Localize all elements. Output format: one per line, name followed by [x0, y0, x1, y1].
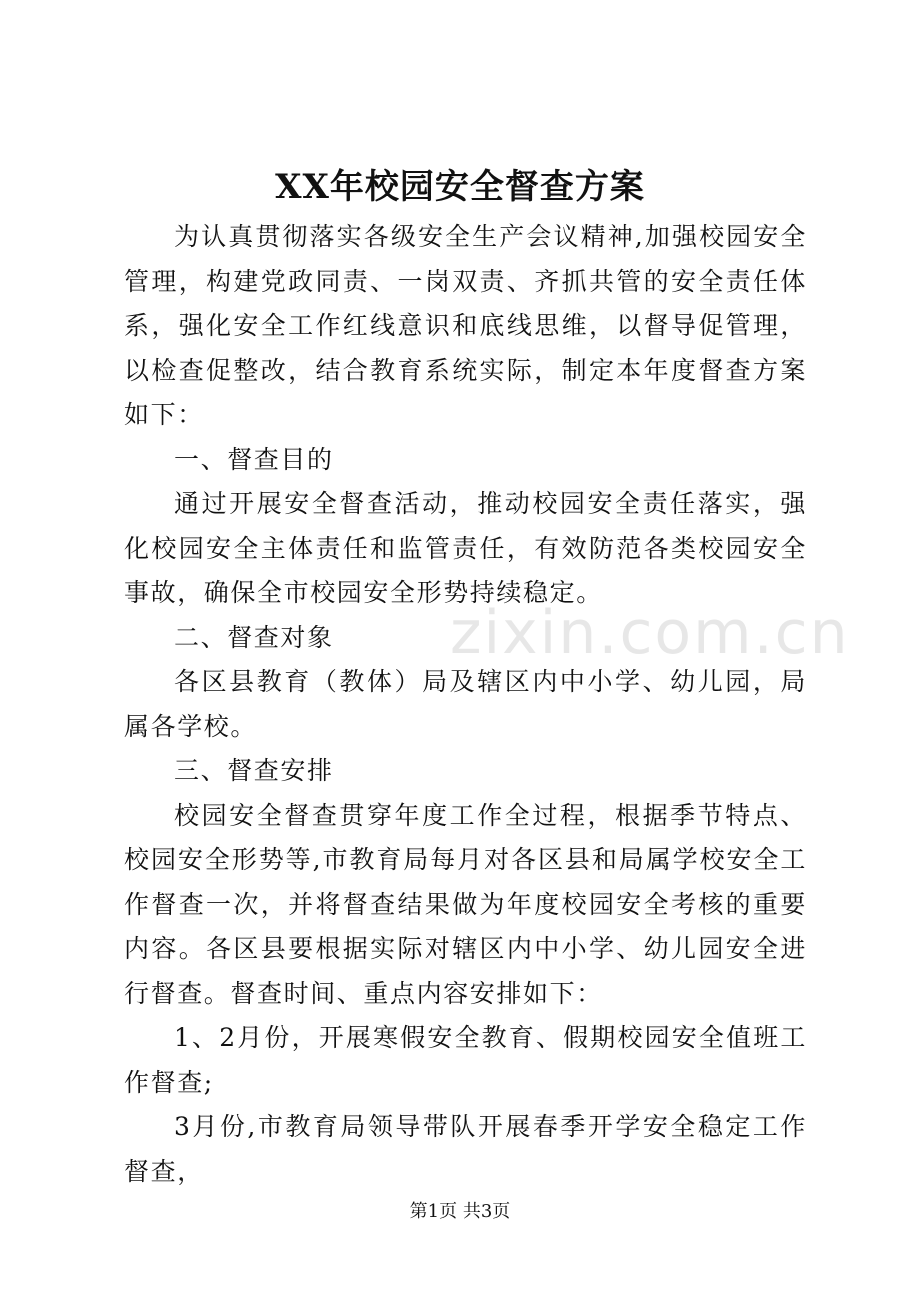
page-footer: 第1页 共3页 — [409, 1201, 511, 1222]
section-heading-targets: 二、督查对象 — [174, 622, 334, 652]
watermark-text: zixin.com.cn — [450, 598, 850, 668]
paragraph-schedule-feb: 1、2月份，开展寒假安全教育、假期校园安全值班工作督查; — [124, 1023, 807, 1097]
document-body — [124, 215, 807, 1194]
section-heading-arrangement: 三、督查安排 — [174, 756, 334, 785]
paragraph-schedule-mar: 3月份,市教育局领导带队开展春季开学安全稳定工作督查， — [124, 1112, 807, 1186]
paragraph-purpose: 通过开展安全督查活动，推动校园安全责任落实，强化校园安全主体责任和监管责任，有效防范各类校园安全事故，确保全市校园安全形势持续稳定。 — [124, 489, 807, 607]
paragraph-arrangement: 校园安全督查贯穿年度工作全过程，根据季节特点、校园安全形势等,市教育局每月对各区县和局属学校安全工作督查一次，并将督查结果做为年度校园安全考核的重要内容。各区县要根据实际对辖区内中小学、幼儿园安全进行督查。督查时间、重点内容安排如下： — [124, 800, 807, 1008]
section-heading-purpose: 一、督查目的 — [174, 444, 334, 474]
paragraph-intro: 为认真贯彻落实各级安全生产会议精神,加强校园安全管理，构建党政同责、一岗双责、齐抓共管的安全责任体系，强化安全工作红线意识和底线思维，以督导促管理，以检查促整改，结合教育系统实际，制定本年度督查方案如下： — [124, 222, 807, 429]
paragraph-targets: 各区县教育（教体）局及辖区内中小学、幼儿园，局属各学校。 — [124, 667, 807, 741]
document-title: XX年校园安全督查方案 — [275, 167, 645, 207]
